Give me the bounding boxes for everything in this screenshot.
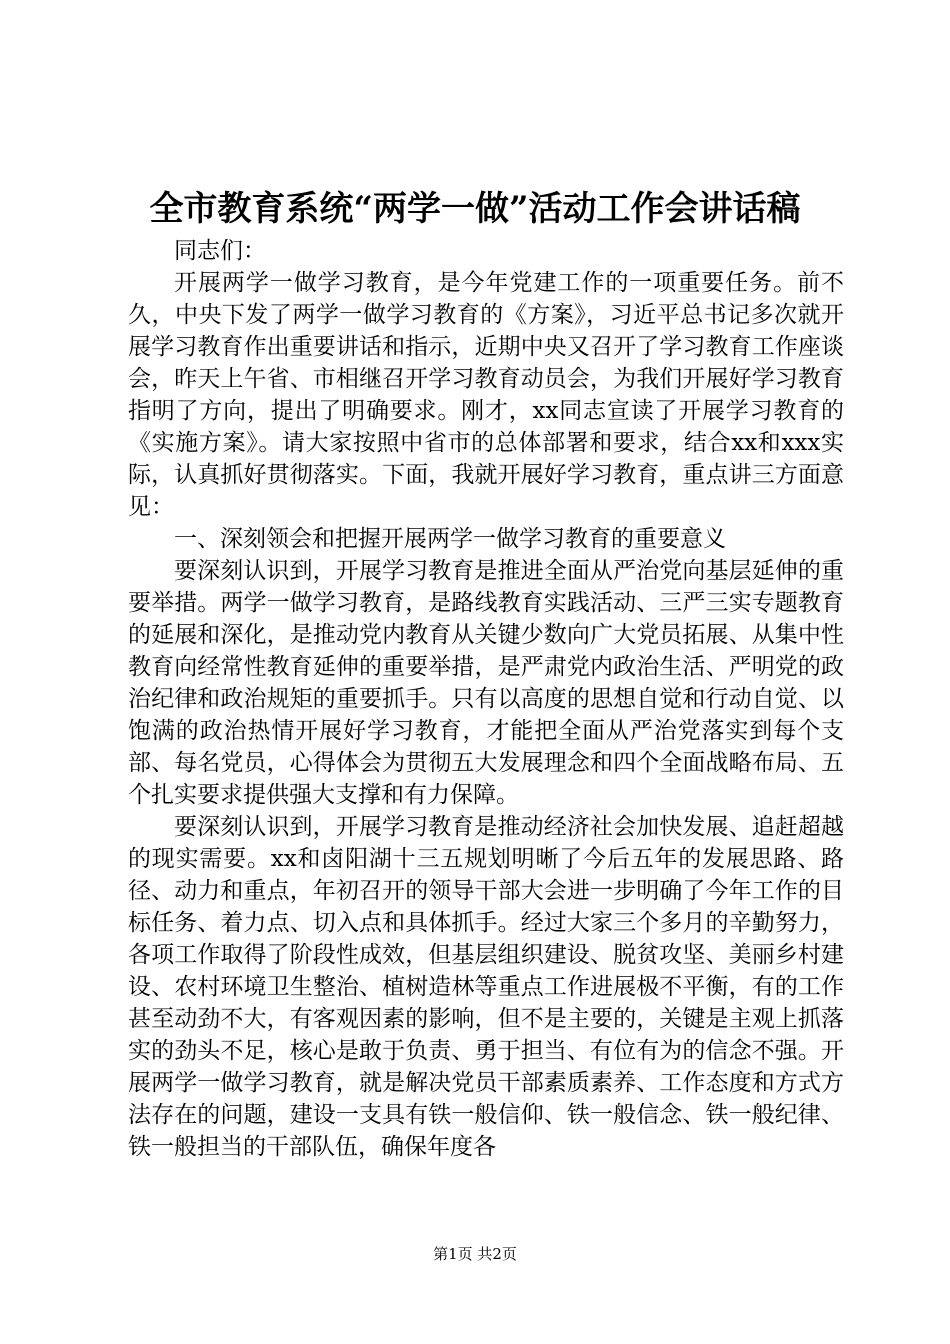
salutation: 同志们： [174,238,266,264]
document-title: 全市教育系统“两学一做”活动工作会讲话稿 [149,189,801,229]
paragraph-significance-2: 要深刻认识到，开展学习教育是推动经济社会加快发展、追赶超越的现实需要。xx和卤阳湖十三五规划明晰了今后五年的发展思路、路径、动力和重点，年初召开的领导干部大会进一步明确了今年工作的目标任务、着力点、切入点和具体抓手。经过大家三个多月的辛勤努力，各项工作取得了阶段性成效，但基层组织建设、脱贫攻坚、美丽乡村建设、农村环境卫生整治、植树造林等重点工作进展极不平衡，有的工作甚至动劲不大，有客观因素的影响，但不是主要的，关键是主观上抓落实的劲头不足，核心是敢于负责、勇于担当、有位有为的信念不强。开展两学一做学习教育，就是解决党员干部素质素养、工作态度和方式方法存在的问题，建设一支具有铁一般信仰、铁一般信念、铁一般纪律、铁一般担当的干部队伍，确保年度各 [128,814,844,1160]
paragraph-intro: 开展两学一做学习教育，是今年党建工作的一项重要任务。前不久，中央下发了两学一做学习教育的《方案》，习近平总书记多次就开展学习教育作出重要讲话和指示，近期中央又召开了学习教育工作座谈会，昨天上午省、市相继召开学习教育动员会，为我们开展好学习教育指明了方向，提出了明确要求。刚才，xx同志宣读了开展学习教育的《实施方案》。请大家按照中省市的总体部署和要求，结合xx和xxx实际，认真抓好贯彻落实。下面，我就开展好学习教育，重点讲三方面意见： [128,270,844,520]
section-heading-1: 一、深刻领会和把握开展两学一做学习教育的重要意义 [174,526,726,552]
paragraph-significance-1: 要深刻认识到，开展学习教育是推进全面从严治党向基层延伸的重要举措。两学一做学习教育，是路线教育实践活动、三严三实专题教育的延展和深化，是推动党内教育从关键少数向广大党员拓展、从集中性教育向经常性教育延伸的重要举措，是严肃党内政治生活、严明党的政治纪律和政治规矩的重要抓手。只有以高度的思想自觉和行动自觉、以饱满的政治热情开展好学习教育，才能把全面从严治党落实到每个支部、每名党员，心得体会为贯彻五大发展理念和四个全面战略布局、五个扎实要求提供强大支撑和有力保障。 [128,558,844,808]
page-footer: 第1页 共2页 [433,1245,517,1263]
document-body [128,235,844,1163]
